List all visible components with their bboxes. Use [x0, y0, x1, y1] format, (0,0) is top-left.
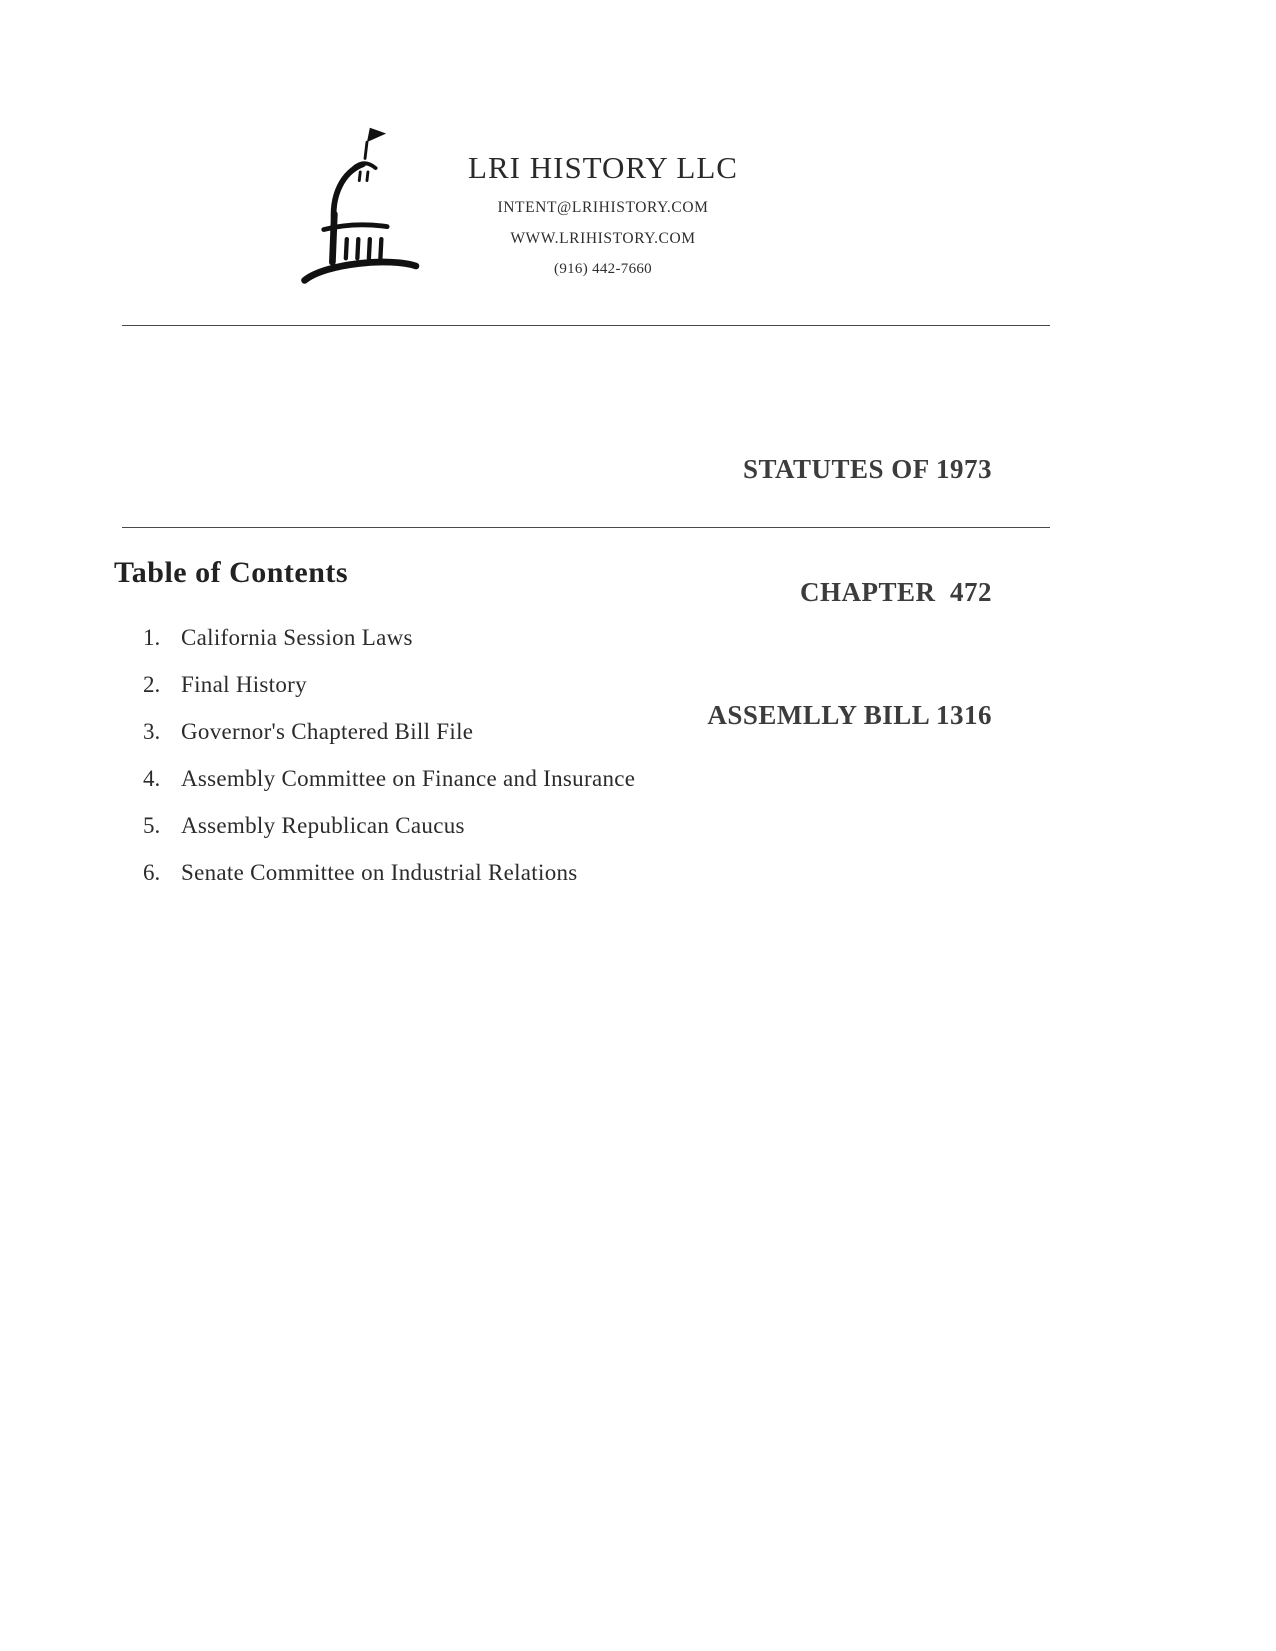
toc-item — [143, 626, 635, 649]
toc-item-number: 1. — [143, 625, 161, 650]
toc-item-label: Governor's Chaptered Bill File — [181, 719, 474, 744]
letterhead — [448, 150, 758, 278]
bill-line: ASSEMLLY BILL 1316 — [707, 700, 992, 730]
company-email: INTENT@LRIHISTORY.COM — [497, 199, 709, 216]
toc-item-label: Final History — [181, 672, 307, 697]
toc-item — [143, 720, 635, 743]
toc-item — [143, 814, 635, 837]
toc-item — [143, 767, 635, 790]
toc-item-number: 2. — [143, 672, 161, 697]
chapter-line: CHAPTER 472 — [799, 577, 992, 607]
statutes-line: STATUTES OF 1973 — [742, 454, 992, 484]
toc-item — [143, 673, 635, 696]
company-phone: (916) 442-7660 — [554, 261, 652, 277]
toc-item-label: Senate Committee on Industrial Relations — [181, 860, 578, 885]
company-name: LRI HISTORY LLC — [468, 150, 738, 185]
divider-top — [122, 325, 1050, 326]
toc-item-label: Assembly Republican Caucus — [181, 813, 465, 838]
toc-item-number: 5. — [143, 813, 161, 838]
toc-list — [143, 626, 635, 908]
toc-heading: Table of Contents — [114, 556, 349, 589]
capitol-dome-icon — [292, 122, 440, 290]
toc-item-number: 3. — [143, 719, 161, 744]
company-website: WWW.LRIHISTORY.COM — [510, 230, 696, 247]
toc-item-label: California Session Laws — [181, 625, 413, 650]
toc-item-number: 6. — [143, 860, 161, 885]
divider-bottom — [122, 527, 1050, 528]
toc-item-label: Assembly Committee on Finance and Insurance — [181, 766, 636, 791]
toc-item-number: 4. — [143, 766, 161, 791]
toc-item — [143, 861, 635, 884]
